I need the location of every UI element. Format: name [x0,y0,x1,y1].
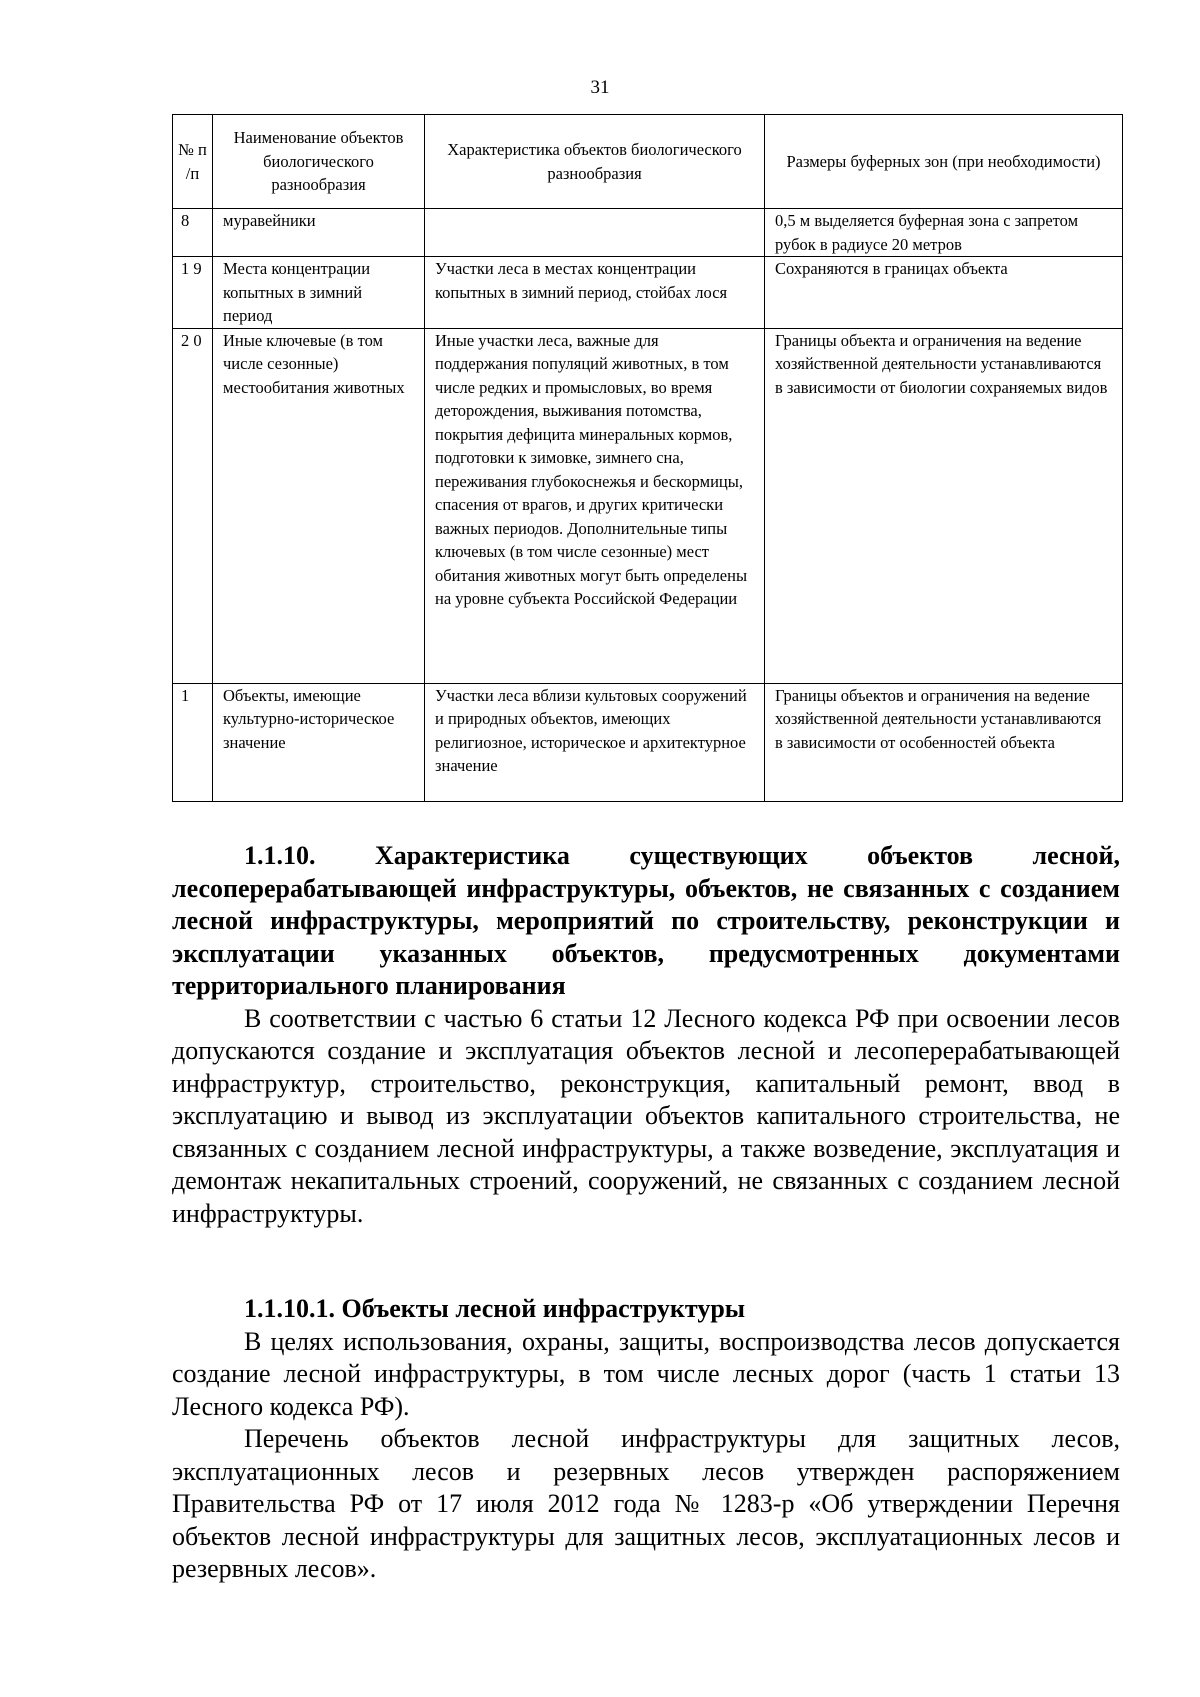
table-row [173,683,1123,801]
row-name: Иные ключевые (в том числе сезонные) местообитания животных [213,328,425,683]
subsection-heading: 1.1.10.1. Объекты лесной инфраструктуры [244,1294,746,1323]
header-characteristic: Характеристика объектов биологического разнообразия [425,115,765,209]
section-1-1-10-1 [172,1293,1120,1586]
row-characteristic: Участки леса в местах концентрации копытных в зимний период, стойбах лося [425,257,765,329]
row-num: 2 0 [173,328,213,683]
row-buffer: Границы объектов и ограничения на ведение хозяйственной деятельности устанавливаются в зависимости от особенностей объекта [765,683,1123,801]
header-num: № п /п [173,115,213,209]
row-buffer: Сохраняются в границах объекта [765,257,1123,329]
row-buffer: Границы объекта и ограничения на ведение хозяйственной деятельности устанавливаются в зависимости от биологии сохраняемых видов [765,328,1123,683]
row-num: 1 [173,683,213,801]
row-characteristic [425,209,765,257]
table-row [173,257,1123,329]
table-header-row [173,115,1123,209]
row-name: Объекты, имеющие культурно-историческое значение [213,683,425,801]
page-number: 31 [590,77,610,98]
row-name: муравейники [213,209,425,257]
section-1-1-10 [172,840,1120,1230]
table-row [173,328,1123,683]
row-characteristic: Иные участки леса, важные для поддержания популяций животных, в том числе редких и промысловых, во время деторождения, выживания потомства, покрытия дефицита минеральных кормов, подготовки к зимовке, зимнего сна, переживания глубокоснежья и бескормицы, спасения от врагов, и других критически важных периодов. Дополнительные типы ключевых (в том числе сезонные) мест обитания животных могут быть определены на уровне субъекта Российской Федерации [425,328,765,683]
header-buffer: Размеры буферных зон (при необходимости) [765,115,1123,209]
row-characteristic: Участки леса вблизи культовых сооружений и природных объектов, имеющих религиозное, историческое и архитектурное значение [425,683,765,801]
section-heading: 1.1.10. Характеристика существующих объектов лесной, лесоперерабатывающей инфраструктуры, объектов, не связанных с созданием лесной инфраструктуры, мероприятий по строительству, реконструкции и эксплуатации указанных объектов, предусмотренных документами территориального планирования [172,841,1120,1000]
section-paragraph: В соответствии с частью 6 статьи 12 Лесного кодекса РФ при освоении лесов допускаются создание и эксплуатация объектов лесной и лесоперерабатывающей инфраструктур, строительство, реконструкция, капитальный ремонт, ввод в эксплуатацию и вывод из эксплуатации объектов капитального строительства, не связанных с созданием лесной инфраструктуры, а также возведение, эксплуатация и демонтаж некапитальных строений, сооружений, не связанных с созданием лесной инфраструктуры. [172,1003,1120,1228]
row-num: 1 9 [173,257,213,329]
subsection-paragraph-1: В целях использования, охраны, защиты, воспроизводства лесов допускается создание лесной инфраструктуры, в том числе лесных дорог (часть 1 статьи 13 Лесного кодекса РФ). [172,1326,1120,1421]
row-buffer: 0,5 м выделяется буферная зона с запретом рубок в радиусе 20 метров [765,209,1123,257]
row-num: 8 [173,209,213,257]
table-row [173,209,1123,257]
row-name: Места концентрации копытных в зимний период [213,257,425,329]
header-name: Наименование объектов биологического разнообразия [213,115,425,209]
subsection-paragraph-2: Перечень объектов лесной инфраструктуры для защитных лесов, эксплуатационных лесов и резервных лесов утвержден распоряжением Правительства РФ от 17 июля 2012 года № 1283-р «Об утверждении Перечня объектов лесной инфраструктуры для защитных лесов, эксплуатационных лесов и резервных лесов». [172,1424,1120,1583]
biodiversity-table [172,114,1123,802]
